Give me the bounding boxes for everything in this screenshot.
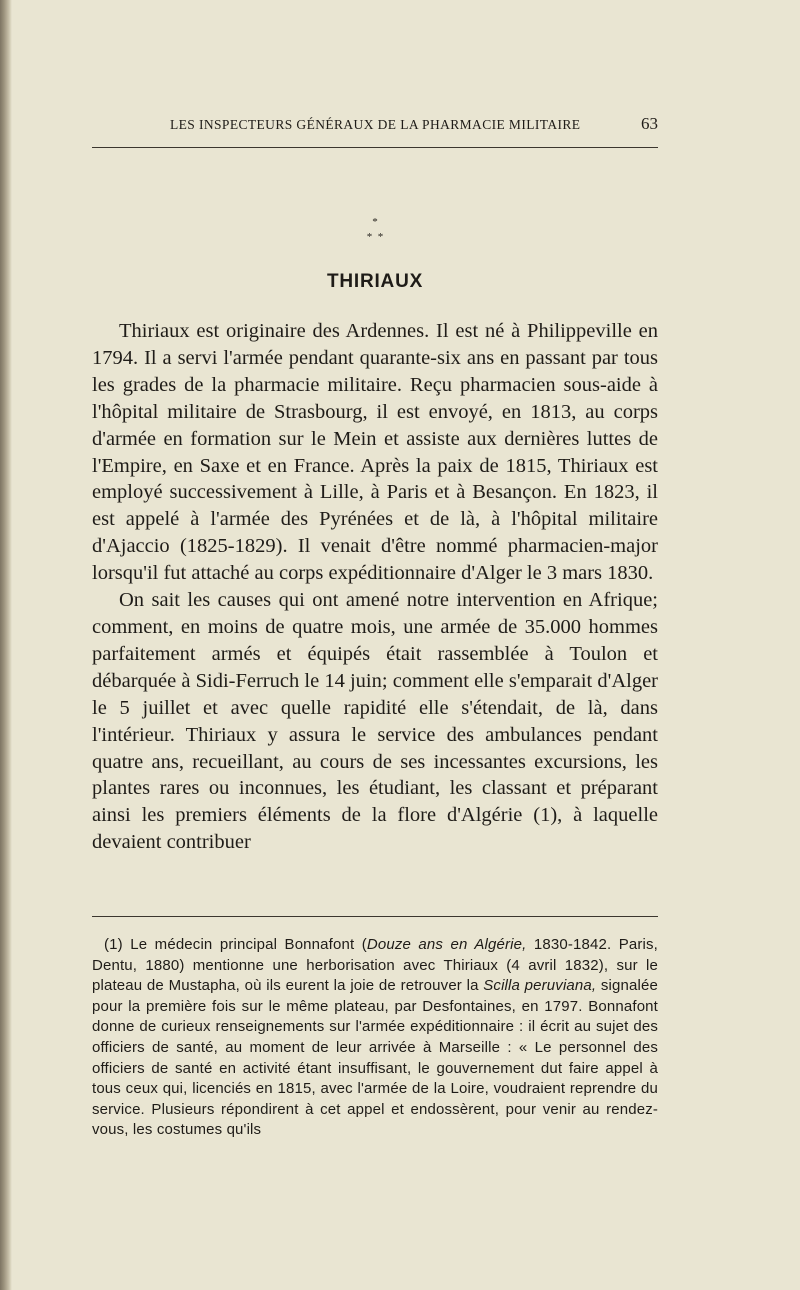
footnote-rule xyxy=(92,916,658,917)
footnote-paragraph xyxy=(92,935,658,1141)
footnote xyxy=(92,935,658,1141)
section-title: THIRIAUX xyxy=(326,271,424,292)
body-paragraph: Thiriaux est originaire des Ardennes. Il est né à Philippeville en 1794. Il a servi l'armée pendant quarante-six ans en passant par tous les grades de la pharmacie militaire. Reçu pharmacien sous-aide à l'hôpital militaire de Strasbourg, il est envoyé, en 1813, au corps d'armée en formation sur le Mein et assiste aux dernières luttes de l'Empire, en Saxe et en France. Après la paix de 1815, Thiriaux est employé successivement à Lille, à Paris et à Besançon. En 1823, il est appelé à l'armée des Pyrénées et de là, à l'hôpital militaire d'Ajaccio (1825-1829). Il venait d'être nommé pharmacien-major lorsqu'il fut attaché au corps expéditionnaire d'Alger le 3 mars 1830. xyxy=(92,320,658,585)
page-number: 63 xyxy=(641,114,658,133)
running-head xyxy=(92,114,658,138)
running-title: LES INSPECTEURS GÉNÉRAUX DE LA PHARMACIE MILITAIRE xyxy=(170,117,581,132)
footnote-species-name: Scilla peruviana, xyxy=(483,977,597,995)
body-paragraph: On sait les causes qui ont amené notre intervention en Afrique; comment, en moins de quatre mois, une armée de 35.000 hommes parfaitement armés et équipés était rassemblée à Toulon et débarquée à Sidi-Ferruch le 14 juin; comment elle s'emparait d'Alger le 5 juillet et avec quelle rapidité elle s'étendait, de là, dans l'intérieur. Thiriaux y assura le service des ambulances pendant quatre ans, recueillant, au cours de ses incessantes excursions, les plantes rares ou inconnues, les étudiant, les classant et préparant ainsi les premiers éléments de la flore d'Algérie (1), à laquelle devaient contribuer xyxy=(92,589,658,854)
body-text xyxy=(92,318,658,856)
footnote-text: 1830-1842. Paris, Dentu, 1880) mentionne une herborisation avec Thiriaux (4 avril 1832), sur le plateau de Mustapha, où ils eurent la joie de retrouver la xyxy=(92,936,658,995)
asterism-ornament: * * * xyxy=(366,216,384,243)
page-edge-shadow xyxy=(0,0,12,1290)
footnote-marker: (1) xyxy=(104,936,123,953)
footnote-text: signalée pour la première fois sur le même plateau, par Desfontaines, en 1797. Bonnafont donne de curieux renseignements sur l'armée expéditionnaire : il écrit au sujet des officiers de santé, au moment de leur arrivée à Marseille : « Le personnel des officiers de santé en activité étant insuffisant, le gouvernement dut faire appel à tous ceux qui, licenciés en 1815, avec l'armée de la Loire, voudraient reprendre du service. Plusieurs répondirent à cet appel et endossèrent, pour venir au rendez-vous, les costumes qu'ils xyxy=(92,977,658,1139)
footnote-book-title: Douze ans en Algérie, xyxy=(366,936,527,953)
header-rule xyxy=(92,147,658,148)
footnote-text: Le médecin principal Bonnafont ( xyxy=(130,936,367,953)
